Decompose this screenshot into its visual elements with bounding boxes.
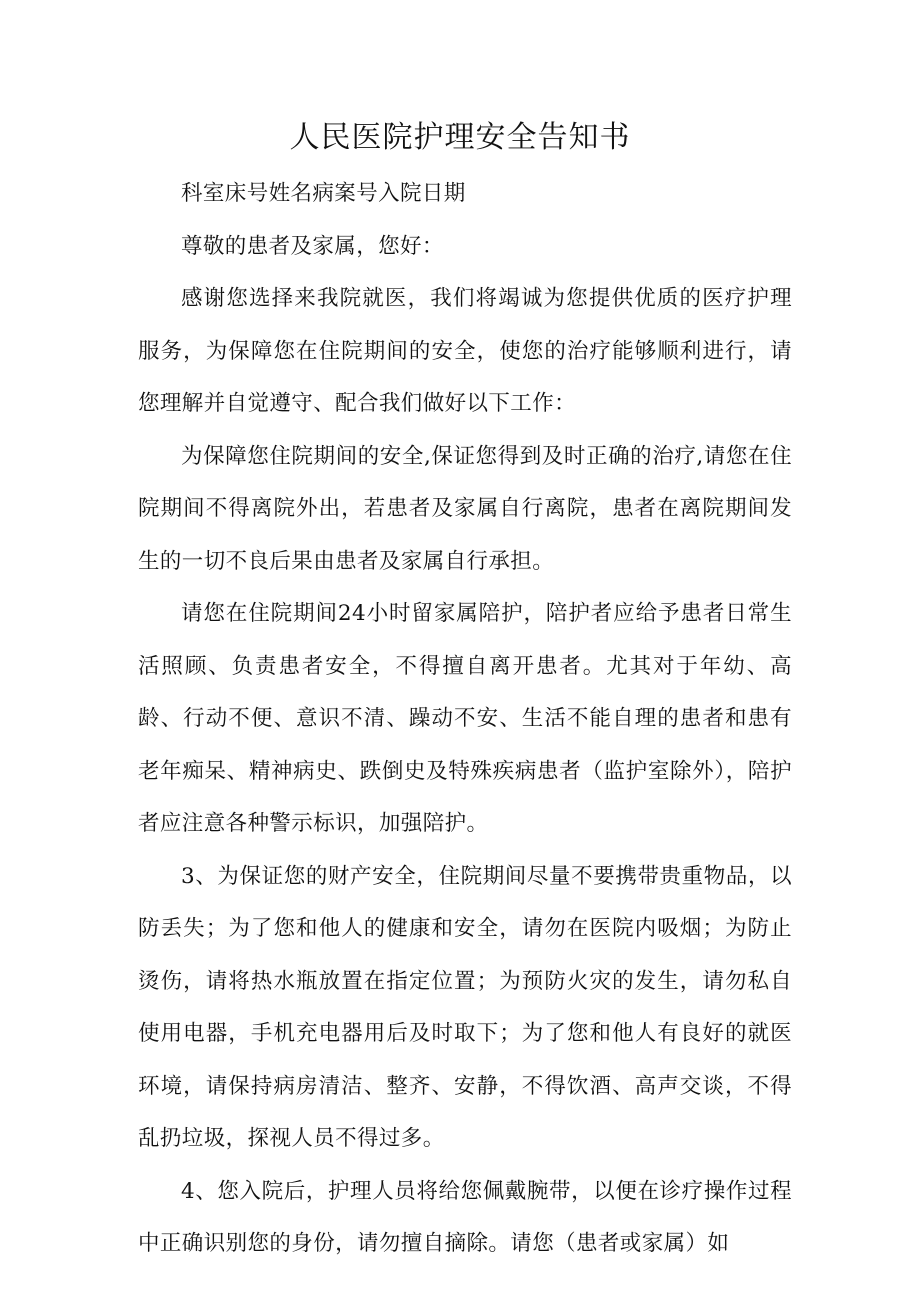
escort-paragraph: 请您在住院期间24小时留家属陪护，陪护者应给予患者日常生活照顾、负责患者安全，不得擅自离开患者。尤其对于年幼、高龄、行动不便、意识不清、躁动不安、生活不能自理的患者和患有老年痴呆、精神病史、跌倒史及特殊疾病患者（监护室除外），陪护者应注意各种警示标识，加强陪护。 (138, 601, 792, 836)
patient-info-line: 科室床号姓名病案号入院日期 (181, 181, 466, 206)
leave-hospital-paragraph: 为保障您住院期间的安全,保证您得到及时正确的治疗,请您在住院期间不得离院外出，若患者及家属自行离院，患者在离院期间发生的一切不良后果由患者及家属自行承担。 (138, 443, 792, 574)
document-title: 人民医院护理安全告知书 (289, 120, 631, 155)
greeting: 尊敬的患者及家属，您好： (181, 233, 444, 259)
intro-paragraph: 感谢您选择来我院就医，我们将竭诚为您提供优质的医疗护理服务，为保障您在住院期间的安全，使您的治疗能够顺利进行，请您理解并自觉遵守、配合我们做好以下工作： (138, 286, 792, 416)
document-body (138, 168, 792, 1271)
wristband-paragraph: 4、您入院后，护理人员将给您佩戴腕带，以便在诊疗操作过程中正确识别您的身份，请勿擅自摘除。请您（患者或家属）如 (138, 1178, 792, 1256)
property-safety-paragraph: 3、为保证您的财产安全，住院期间尽量不要携带贵重物品，以防丢失；为了您和他人的健康和安全，请勿在医院内吸烟；为防止烫伤，请将热水瓶放置在指定位置；为预防火灾的发生，请勿私自使用电器，手机充电器用后及时取下；为了您和他人有良好的就医环境，请保持病房清洁、整齐、安静，不得饮酒、高声交谈，不得乱扔垃圾，探视人员不得过多。 (138, 863, 792, 1151)
